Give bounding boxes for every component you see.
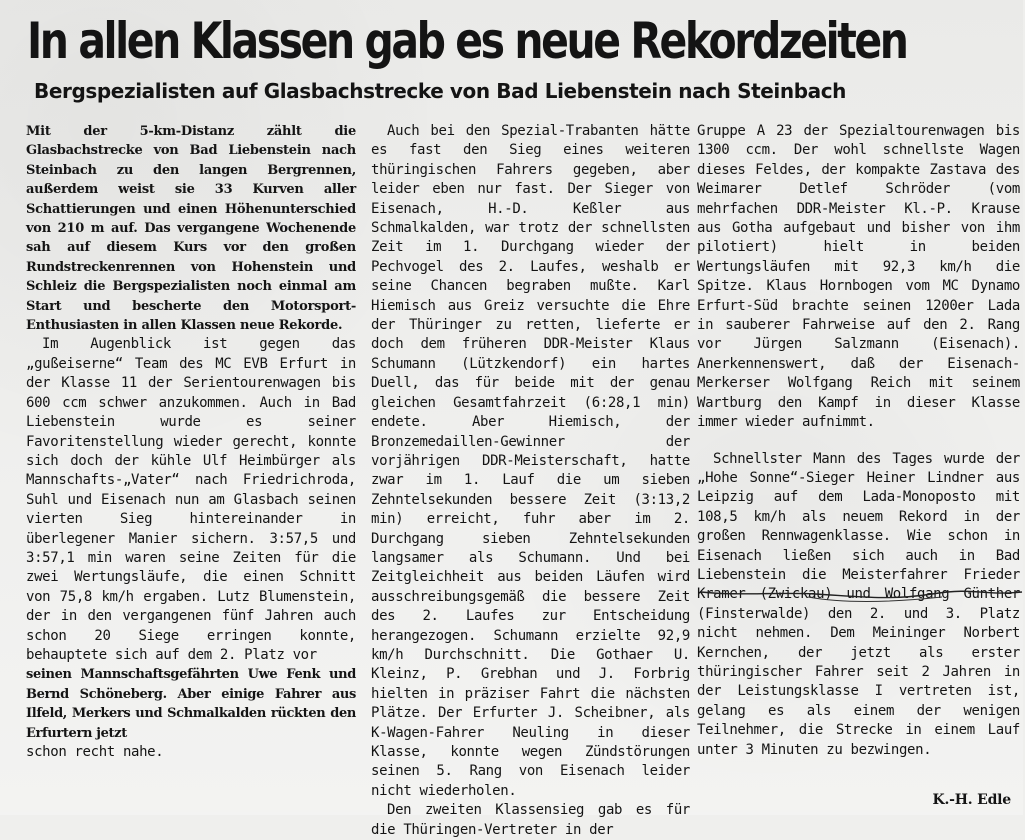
article-lead-paragraph: Mit der 5-km-Distanz zählt die Glasbachstrecke von Bad Liebenstein nach Steinbach zu den langen Bergrennen, außerdem weist sie 33 Kurven aller Schattierungen und einen Höhenunterschied von 210 m auf. Das vergangene Wochenende sah auf diesem Kurs vor den großen Rundstreckenrennen von Hohenstein und Schleiz die Bergspezialisten noch einmal am Start und bescherte den Motorsport-Enthusiasten in allen Klassen neue Rekorde.: [26, 124, 356, 334]
article-paragraph-team-ending: schon recht nahe.: [26, 744, 164, 760]
pen-stroke: [701, 591, 1022, 597]
article-paragraph-trabant: Auch bei den Spezial-Trabanten hätte es fast den Sieg eines weiteren thüringischen Fahrers gegeben, aber leider eben nur fast. Der Sieger von Eisenach, H.-D. Keßler aus Schmalkalden, war trotz der schnellsten Zeit im 1. Durchgang wieder der Pechvogel des 2. Laufes, weshalb er seine Chancen begraben mußte. Karl Hiemisch aus Greiz versuchte die Ehre der Thüringer zu retten, lieferte er doch dem früheren DDR-Meister Klaus Schumann (Lützkendorf) ein hartes Duell, das für beide mit der genau gleichen Gesamtfahrzeit (6:28,1 min) endete. Aber Hiemisch, der Bronzemedaillen-Gewinner der vorjährigen DDR-Meisterschaft, hatte zwar im 1. Lauf die um sieben Zehntelsekunden bessere Zeit (3:13,2 min) erreicht, fuhr aber im 2. Durchgang sieben Zehntelsekunden langsamer als Schumann. Und bei Zeitgleichheit aus beiden Läufen wird ausschreibungsgemäß die bessere Zeit des 2. Laufes zur Entscheidung herangezogen. Schumann erzielte 92,9 km/h Durchschnitt. Die Gothaer U. Kleinz, P. Grebhan und J. Forbrig hielten in präziser Fahrt die nächsten Plätze. Der Erfurter J. Scheibner, als K-Wagen-Fahrer Neuling in dieser Klasse, konnte wegen Zündstörungen seinen 5. Rang von Eisenach leider nicht wiederholen.: [371, 123, 690, 799]
article-paragraph-fastest-driver: Schnellster Mann des Tages wurde der „Hohe Sonne“-Sieger Heiner Lindner aus Leipzig auf dem Lada-Monoposto mit 108,5 km/h als neuem Rekord in der großen Rennwagenklasse. Wie schon in Eisenach ließen sich auch in Bad Liebenstein die Meisterfahrer Frieder Kramer (Zwickau) und Wolfgang Günther (Finsterwalde) den 2. und 3. Platz nicht nehmen. Dem Meininger Norbert Kernchen, der jetzt als erster thüringischer Fahrer seit 2 Jahren in der Leistungsklasse I vertreten ist, gelang es als einem der wenigen Teilnehmer, die Strecke in einem Lauf unter 3 Minuten zu bezwingen.: [697, 450, 1020, 758]
article-paragraph-second-class-win: Den zweiten Klassensieg gab es für die Thüringen-Vertreter in der: [371, 802, 690, 838]
handwritten-underline: [697, 587, 1025, 605]
article-subheadline: Bergspezialisten auf Glasbachstrecke von Bad Liebenstein nach Steinbach: [34, 79, 847, 103]
article-column-3: [697, 122, 1020, 812]
article-paragraph-team-continuation: seinen Mannschaftsgefährten Uwe Fenk und Bernd Schöneberg. Aber einige Fahrer aus Ilfeld, Merkers und Schmalkalden rückten den Erfurtern jetzt: [26, 667, 356, 741]
article-paragraph-group-a23: Gruppe A 23 der Spezialtourenwagen bis 1300 ccm. Der wohl schnellste Wagen dieses Feldes, der kompakte Zastava des Weimarer Detlef Schröder (vom mehrfachen DDR-Meister Kl.-P. Krause aus Gotha aufgebaut und bisher von ihm pilotiert) hielt in beiden Wertungsläufen mit 92,3 km/h die Spitze. Klaus Hornbogen vom MC Dynamo Erfurt-Süd brachte seinen 1200er Lada in sauberer Fahrweise auf den 2. Rang vor Jürgen Salzmann (Eisenach). Anerkennenswert, daß der Eisenach-Merkerser Wolfgang Reich mit seinem Wartburg den Kampf in dieser Klasse immer wieder aufnimmt.: [697, 123, 1020, 431]
article-author: K.-H. Edle: [932, 792, 1011, 808]
article-column-2: [371, 122, 690, 838]
article-paragraph-team: Im Augenblick ist gegen das „gußeiserne“ Team des MC EVB Erfurt in der Klasse 11 der Serientourenwagen bis 600 ccm schwer anzukommen. Auch in Bad Liebenstein wurde es seiner Favoritenstellung wieder gerecht, konnte sich doch der kühle Ulf Heimbürger als Mannschafts-„Vater“ nach Friedrichroda, Suhl und Eisenach nun am Glasbach seinen vierten Sieg hintereinander in überlegener Manier sichern. 3:57,5 und 3:57,1 min waren seine Zeiten für die zwei Wertungsläufe, die einen Schnitt von 75,8 km/h ergaben. Lutz Blumenstein, der in den vergangenen fünf Jahren auch schon 20 Siege erringen konnte, behauptete sich auf dem 2. Platz vor: [26, 336, 356, 663]
article-headline: In allen Klassen gab es neue Rekordzeiten: [27, 12, 907, 70]
article-column-1: [26, 122, 356, 812]
